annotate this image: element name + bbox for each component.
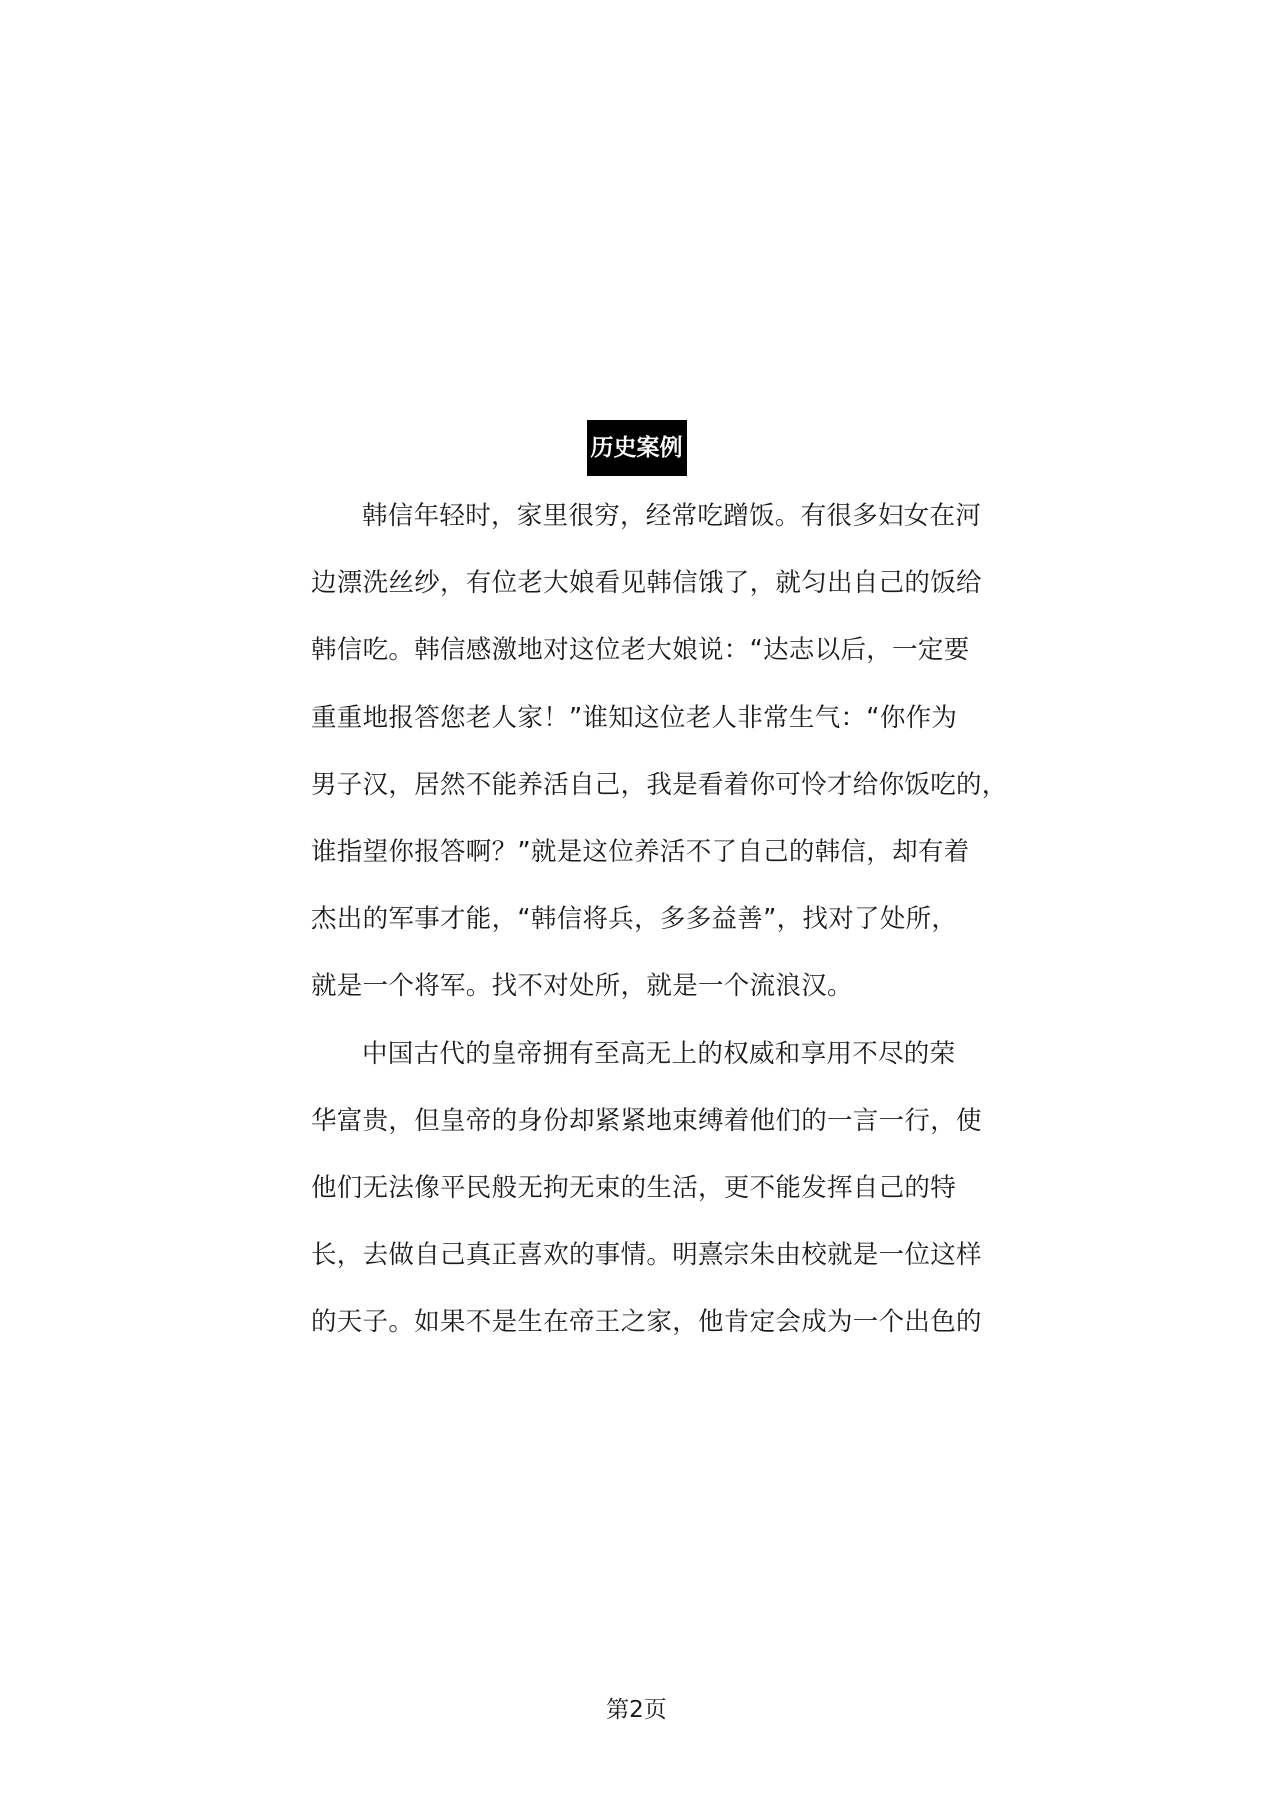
paragraph-line: 中国古代的皇帝拥有至高无上的权威和享用不尽的荣 — [362, 1038, 956, 1069]
paragraph-line: 杰出的军事才能，“韩信将兵，多多益善”，找对了处所， — [311, 904, 958, 935]
paragraph-line: 就是一个将军。找不对处所，就是一个流浪汉。 — [311, 971, 853, 1002]
paragraph-line: 的天子。如果不是生在帝王之家，他肯定会成为一个出色的 — [311, 1307, 982, 1338]
paragraph-line: 谁指望你报答啊？”就是这位养活不了自己的韩信，却有着 — [311, 836, 970, 867]
paragraph-line: 长，去做自己真正喜欢的事情。明熹宗朱由校就是一位这样 — [311, 1240, 982, 1271]
paragraph-line: 韩信年轻时，家里很穷，经常吃蹭饭。有很多妇女在河 — [362, 501, 982, 531]
paragraph-line: 重重地报答您老人家！”谁知这位老人非常生气：“你作为 — [311, 702, 958, 733]
paragraph-line: 韩信吃。韩信感激地对这位老大娘说：“达志以后，一定要 — [311, 635, 970, 666]
body-text — [311, 491, 1008, 1364]
paragraph-line: 他们无法像平民般无拘无束的生活，更不能发挥自己的特 — [311, 1172, 957, 1203]
section-heading — [0, 420, 1273, 476]
paragraph-line: 边漂洗丝纱，有位老大娘看见韩信饿了，就匀出自己的饭给 — [311, 568, 982, 599]
section-heading-label: 历史案例 — [587, 420, 687, 476]
paragraph-line: 华富贵，但皇帝的身份却紧紧地束缚着他们的一言一行，使 — [311, 1105, 982, 1136]
paragraph-line: 男子汉，居然不能养活自己，我是看着你可怜才给你饭吃的， — [311, 769, 1008, 800]
page-number: 第2页 — [606, 1697, 667, 1723]
